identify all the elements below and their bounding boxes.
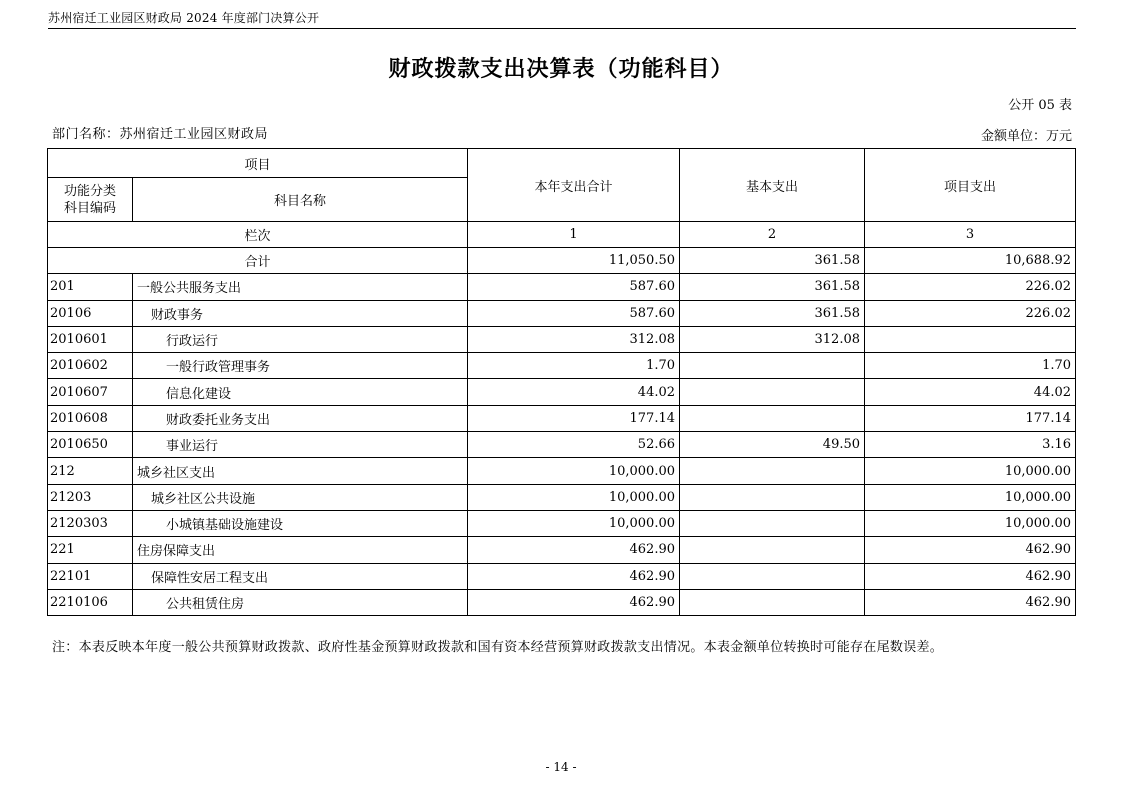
row-sum: 1.70 xyxy=(468,353,680,379)
colnum-2: 2 xyxy=(680,222,865,248)
row-basic: 361.58 xyxy=(680,274,865,300)
row-basic: 49.50 xyxy=(680,432,865,458)
header-total: 本年支出合计 xyxy=(468,149,680,222)
row-sum: 10,000.00 xyxy=(468,510,680,536)
row-project: 462.90 xyxy=(865,537,1076,563)
table-row xyxy=(48,458,1076,484)
page-number: - 14 - xyxy=(545,760,577,774)
table-row xyxy=(48,405,1076,431)
table-row xyxy=(48,589,1076,615)
row-project: 177.14 xyxy=(865,405,1076,431)
row-code: 212 xyxy=(48,458,133,484)
header-code-line1: 功能分类 xyxy=(63,183,116,199)
table-row xyxy=(48,379,1076,405)
header-item: 项目 xyxy=(48,149,468,178)
row-code: 22101 xyxy=(48,563,133,589)
row-basic xyxy=(680,563,865,589)
row-sum: 177.14 xyxy=(468,405,680,431)
row-name: 财政事务 xyxy=(133,300,468,326)
table-row xyxy=(48,563,1076,589)
table-row xyxy=(48,326,1076,352)
row-name: 城乡社区支出 xyxy=(133,458,468,484)
form-code: 公开 05 表 xyxy=(1008,98,1072,113)
table-row xyxy=(48,510,1076,536)
document-header: 苏州宿迁工业园区财政局 2024 年度部门决算公开 xyxy=(48,11,320,25)
row-project: 462.90 xyxy=(865,563,1076,589)
row-basic: 312.08 xyxy=(680,326,865,352)
colnum-3: 3 xyxy=(865,222,1076,248)
department-name: 部门名称：苏州宿迁工业园区财政局 xyxy=(52,127,269,142)
row-name: 小城镇基础设施建设 xyxy=(133,510,468,536)
row-sum: 10,000.00 xyxy=(468,458,680,484)
total-project: 10,688.92 xyxy=(865,248,1076,274)
row-project: 226.02 xyxy=(865,274,1076,300)
row-code: 2210106 xyxy=(48,589,133,615)
row-project: 3.16 xyxy=(865,432,1076,458)
row-project xyxy=(865,326,1076,352)
row-sum: 44.02 xyxy=(468,379,680,405)
row-sum: 10,000.00 xyxy=(468,484,680,510)
row-basic xyxy=(680,510,865,536)
amount-unit: 金额单位：万元 xyxy=(980,129,1072,144)
row-sum: 587.60 xyxy=(468,274,680,300)
row-sum: 312.08 xyxy=(468,326,680,352)
row-basic: 361.58 xyxy=(680,300,865,326)
row-basic xyxy=(680,379,865,405)
row-code: 2120303 xyxy=(48,510,133,536)
colnum-label: 栏次 xyxy=(48,222,468,248)
row-code: 201 xyxy=(48,274,133,300)
row-name: 一般公共服务支出 xyxy=(133,274,468,300)
row-sum: 462.90 xyxy=(468,537,680,563)
row-basic xyxy=(680,537,865,563)
colnum-1: 1 xyxy=(468,222,680,248)
row-code: 21203 xyxy=(48,484,133,510)
header-name: 科目名称 xyxy=(133,178,468,222)
table-row xyxy=(48,353,1076,379)
header-project: 项目支出 xyxy=(865,149,1076,222)
header-rule xyxy=(48,28,1076,29)
row-project: 462.90 xyxy=(865,589,1076,615)
row-project: 44.02 xyxy=(865,379,1076,405)
total-basic: 361.58 xyxy=(680,248,865,274)
table-note: 注：本表反映本年度一般公共预算财政拨款、政府性基金预算财政拨款和国有资本经营预算财政拨款支出情况。本表金额单位转换时可能存在尾数误差。 xyxy=(52,640,944,655)
header-basic: 基本支出 xyxy=(680,149,865,222)
row-basic xyxy=(680,484,865,510)
table-row xyxy=(48,432,1076,458)
row-name: 住房保障支出 xyxy=(133,537,468,563)
row-sum: 587.60 xyxy=(468,300,680,326)
table-row xyxy=(48,300,1076,326)
row-project: 226.02 xyxy=(865,300,1076,326)
row-code: 2010602 xyxy=(48,353,133,379)
row-sum: 462.90 xyxy=(468,563,680,589)
row-project: 10,000.00 xyxy=(865,484,1076,510)
row-code: 2010601 xyxy=(48,326,133,352)
row-name: 财政委托业务支出 xyxy=(133,405,468,431)
row-sum: 52.66 xyxy=(468,432,680,458)
header-code-line2: 科目编码 xyxy=(63,200,116,216)
page-title: 财政拨款支出决算表（功能科目） xyxy=(388,56,734,82)
row-code: 2010607 xyxy=(48,379,133,405)
row-basic xyxy=(680,458,865,484)
row-code: 20106 xyxy=(48,300,133,326)
row-basic xyxy=(680,405,865,431)
row-name: 城乡社区公共设施 xyxy=(133,484,468,510)
row-basic xyxy=(680,589,865,615)
row-code: 2010650 xyxy=(48,432,133,458)
row-name: 事业运行 xyxy=(133,432,468,458)
row-project: 10,000.00 xyxy=(865,458,1076,484)
row-name: 行政运行 xyxy=(133,326,468,352)
row-sum: 462.90 xyxy=(468,589,680,615)
expenditure-table xyxy=(47,148,1076,616)
row-name: 一般行政管理事务 xyxy=(133,353,468,379)
row-project: 10,000.00 xyxy=(865,510,1076,536)
table-row xyxy=(48,274,1076,300)
table-row xyxy=(48,484,1076,510)
row-code: 221 xyxy=(48,537,133,563)
row-project: 1.70 xyxy=(865,353,1076,379)
total-sum: 11,050.50 xyxy=(468,248,680,274)
row-name: 公共租赁住房 xyxy=(133,589,468,615)
row-code: 2010608 xyxy=(48,405,133,431)
row-name: 保障性安居工程支出 xyxy=(133,563,468,589)
header-code xyxy=(48,178,133,222)
row-name: 信息化建设 xyxy=(133,379,468,405)
total-label: 合计 xyxy=(48,248,468,274)
row-basic xyxy=(680,353,865,379)
table-row xyxy=(48,537,1076,563)
